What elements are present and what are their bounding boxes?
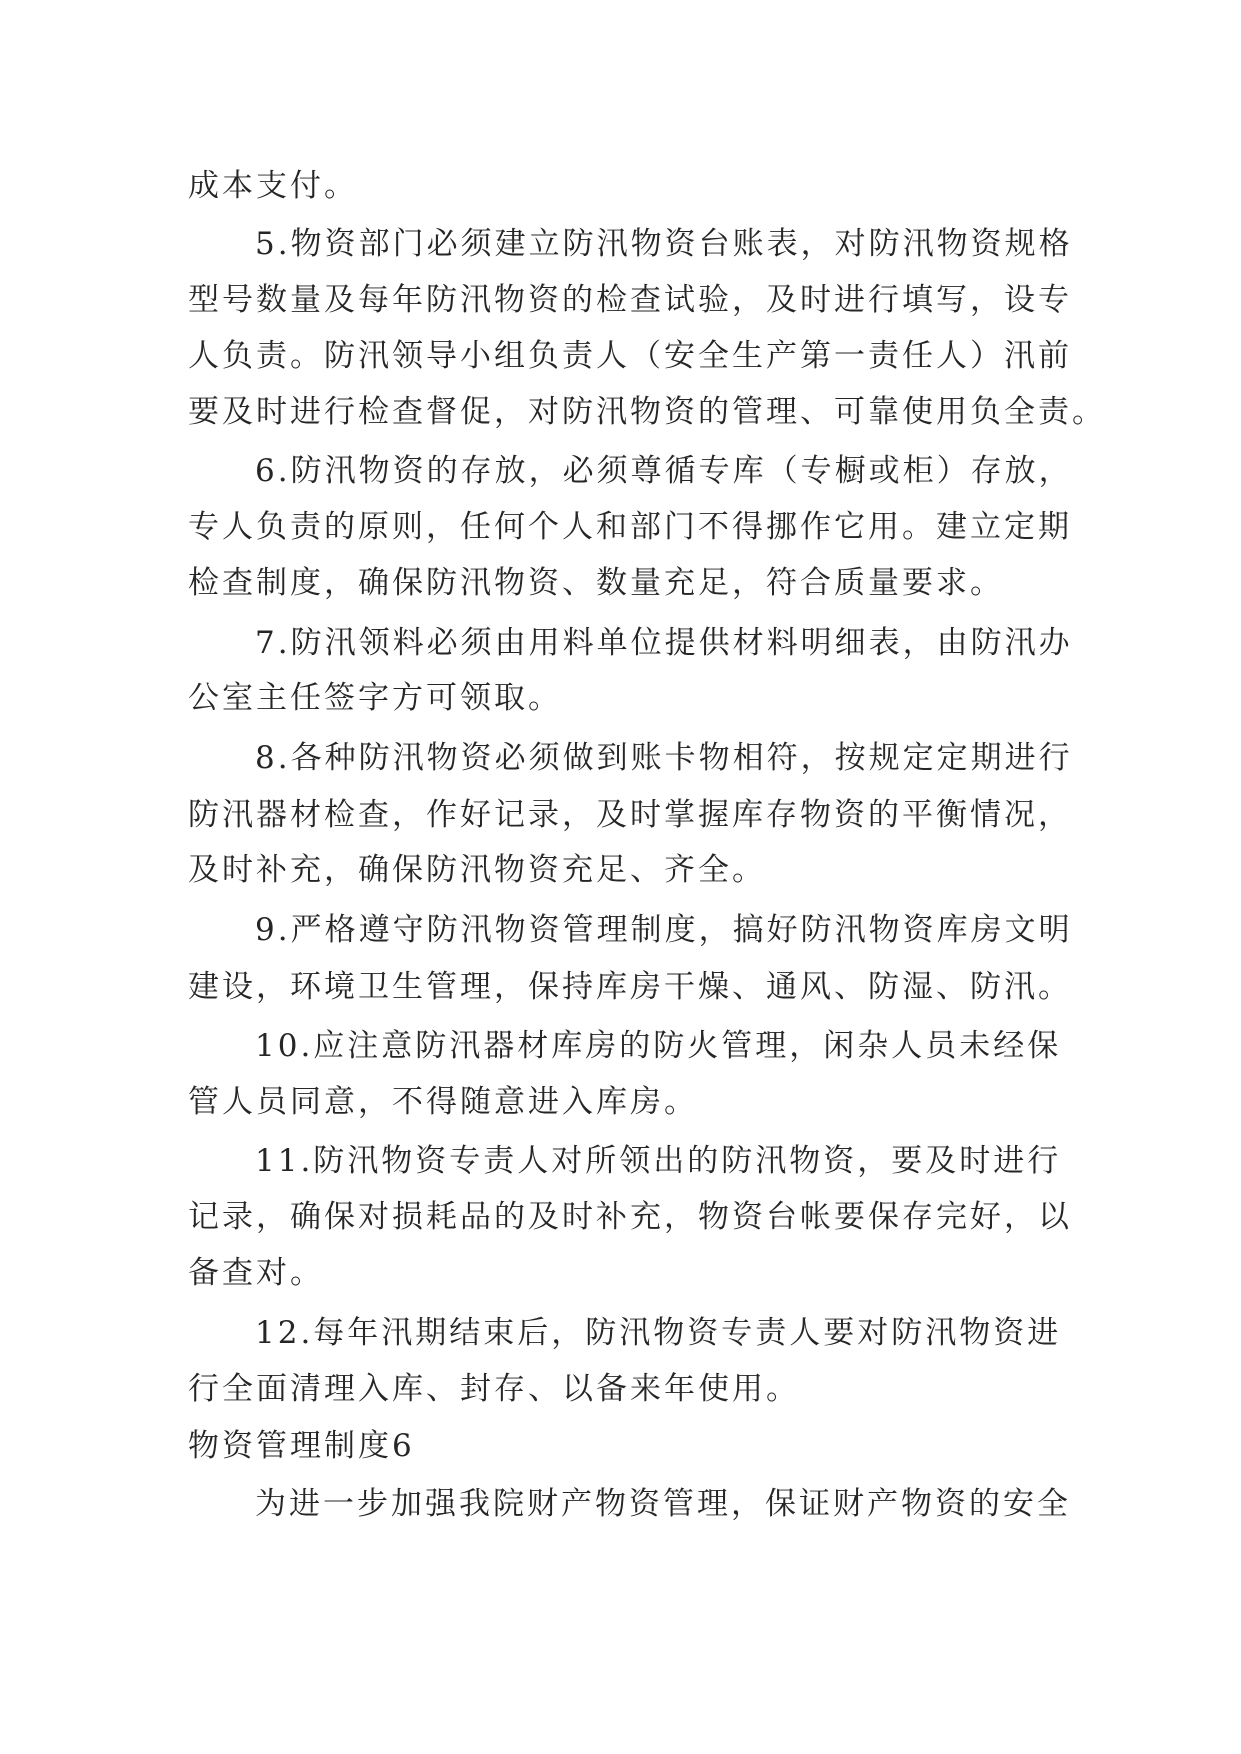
clause-8-line: 8.各种防汛物资必须做到账卡物相符，按规定定期进行 [255,740,1073,776]
clause-5-line: 5.物资部门必须建立防汛物资台账表，对防汛物资规格 [255,226,1073,262]
text-line: 公室主任签字方可领取。 [188,680,562,716]
text-line: 防汛器材检查，作好记录，及时掌握库存物资的平衡情况， [188,797,1072,833]
clause-7-line: 7.防汛领料必须由用料单位提供材料明细表，由防汛办 [255,625,1073,661]
text-line: 检查制度，确保防汛物资、数量充足，符合质量要求。 [188,565,1004,601]
intro-paragraph-line: 为进一步加强我院财产物资管理，保证财产物资的安全 [255,1486,1071,1522]
text-line: 记录，确保对损耗品的及时补充，物资台帐要保存完好，以 [188,1199,1072,1235]
text-line: 及时补充，确保防汛物资充足、齐全。 [188,852,766,888]
clause-6-line: 6.防汛物资的存放，必须尊循专库（专橱或柜）存放， [255,453,1073,489]
text-line: 专人负责的原则，任何个人和部门不得挪作它用。建立定期 [188,509,1072,545]
text-line: 人负责。防汛领导小组负责人（安全生产第一责任人）汛前 [188,338,1072,374]
section-heading: 物资管理制度6 [188,1428,415,1464]
text-line: 行全面清理入库、封存、以备来年使用。 [188,1371,800,1407]
clause-11-line: 11.防汛物资专责人对所领出的防汛物资，要及时进行 [255,1143,1062,1179]
clause-9-line: 9.严格遵守防汛物资管理制度，搞好防汛物资库房文明 [255,912,1073,948]
clause-12-line: 12.每年汛期结束后，防汛物资专责人要对防汛物资进 [255,1315,1062,1351]
text-line: 管人员同意，不得随意进入库房。 [188,1084,698,1120]
text-line: 备查对。 [188,1255,324,1291]
text-line: 建设，环境卫生管理，保持库房干燥、通风、防湿、防汛。 [188,969,1072,1005]
text-line: 要及时进行检查督促，对防汛物资的管理、可靠使用负全责。 [188,394,1106,430]
text-line: 型号数量及每年防汛物资的检查试验，及时进行填写，设专 [188,282,1072,318]
clause-10-line: 10.应注意防汛器材库房的防火管理，闲杂人员未经保 [255,1028,1062,1064]
text-line: 成本支付。 [188,168,358,204]
